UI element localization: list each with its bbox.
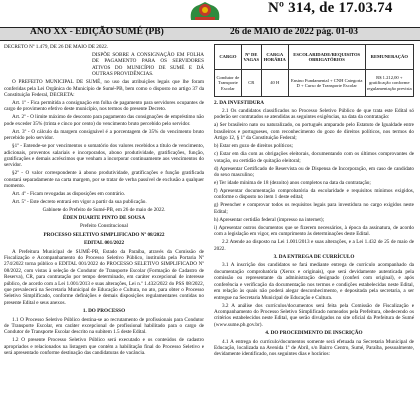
table-cell: R$ 1.212,00 + gratificação conforme regulamentação prevista <box>365 70 413 97</box>
paragraph-3-2: 3.2 A análise dos currículos/documentos será feita pela Comissão de Fiscalização e Acompanhamento do Processo Seletivo Simplificado nomeados pela Prefeitura, obedecendo os critérios estabelecidos neste Edital, que serão divulgados no site oficial da Prefeitura de Sumé (www.sume.pb.gov.br). <box>214 302 414 328</box>
table-header: CARGO <box>215 45 242 70</box>
article-3-paragraph-1: §1º - Entende-se por vencimentos o somatório dos valores recebidos a título de vencimento, adicionais, proventos salariais e incorporados, abono produtividade, gratificações, função, gratificações e demais acréscimos que venham a incorporar continuamente aos vencimentos do servidor. <box>4 143 204 169</box>
table-header: Nº DE VAGAS <box>241 45 261 70</box>
edition-label: ANO XX - EDIÇÃO SUMÉ (PB) <box>30 27 164 37</box>
table-cell: CR <box>241 70 261 97</box>
law-number: Nº 314, de 17.03.74 <box>268 0 393 16</box>
item-f: f) Apresentar documentação comprobatória da escolaridade e requisitos mínimos exigidos, conforme o disposto no item 1 deste edital; <box>214 188 414 201</box>
section-1-heading: 1. DO PROCESSO <box>82 308 126 315</box>
item-a: a) Ser brasileiro nato ou naturalizado, ou português amparado pelo Estatuto de Igualdade entre brasileiros e portugueses, com reconhecimento do gozo de direitos políticos, nos termos do Artigo 12, § 1º da Constituição Federal; <box>214 122 414 142</box>
table-row <box>215 70 414 97</box>
table-header: CARGA HORÁRIA <box>261 45 288 70</box>
edital-subtitle: EDITAL 001/2022 <box>83 240 125 247</box>
paragraph-1-1: 1.1 O Processo Seletivo Público destina-se ao recrutamento de profissionais para Condutor de Transporte Escolar, em caráter excepcional de profissional habilitado para o cargo de Condutor de Transporte Escolar descrito na subitem 1.5 deste Edital. <box>4 316 204 336</box>
edital-title: PROCESSO SELETIVO SIMPLIFICADO Nº 08/2022 <box>43 231 165 238</box>
item-e: e) Ter idade mínima de 18 (dezoito) anos completos na data da contratação; <box>214 180 371 187</box>
table-cell: Ensino Fundamental + CNH Categoria D + Curso de Transporte Escolar <box>288 70 365 97</box>
paragraph-4-1: 4.1 A entrega do currículo/documentos somente será efetuada na Secretaria Municipal de Educação, localizada na Avenida 1º de Abril, s/n Bairro Centro, Sumé, Paraíba, pessoalmente, devidamente identificado, nos seguintes dias e horários: <box>214 338 414 358</box>
decree-preamble: O PREFEITO MUNICIPAL DE SUMÉ, no uso das atribuições legais que lhe foram conferidas pela Lei Orgânica do Município de Sumé-PB, bem como o disposto no artigo 37 da Constituição Federal, DECRETA: <box>4 79 204 99</box>
article-4: Art. 4º - Ficam revogadas as disposições em contrário. <box>12 191 126 198</box>
paragraph-2-2: 2.2 Atende ao disposto na Lei 1.001/2013 e suas alterações, e a Lei 1.432 de 25 de maio de 2022. <box>214 239 414 252</box>
section-2-heading: 2. DA INVESTIDURA <box>214 100 265 106</box>
signer-name: ÉDEN DUARTE PINTO DE SOUSA <box>62 215 146 222</box>
article-3-paragraph-2: §2º - O valor correspondente à abono produtividade, gratificações e função gratificada constará separadamente na carta margem, por se tratar de verba passível de exclusão a qualquer momento. <box>4 170 204 190</box>
section-3-heading: 3. DA ENTREGA DE CURRÍCULO <box>273 254 355 261</box>
item-h: h) Apresentar certidão federal (impresso na internet); <box>214 216 325 223</box>
table-cell: Condutor de Transporte Escolar <box>215 70 242 97</box>
vacancy-table <box>214 44 414 97</box>
item-g: g) Preencher e comprovar todos os requisitos legais para investidura no cargo exigidos neste Edital; <box>214 202 414 215</box>
decree-summary: DISPÕE SOBRE A CONSIGNAÇÃO EM FOLHA DE PAGAMENTO PARA OS SERVIDORES ATIVOS DO MUNICÍPIO DE SUMÉ E DÁ OUTRAS PROVIDÊNCIAS. <box>92 52 204 78</box>
paragraph-2-1: 2.1 Os candidatos classificados no Processo Seletivo Público de que trata este Edital só poderão ser contratados se atendidas as seguintes exigências, na data da contratação: <box>214 108 414 121</box>
table-header: ESCOLARIDADE/REQUISITOS OBRIGATÓRIOS <box>288 45 365 70</box>
item-c: c) Estar em dia com as obrigações eleitorais, documentando com os últimos comprovantes de votação, ou certidão de quitação eleitoral; <box>214 151 414 164</box>
paragraph-3-1: 3.1 A inscrição dos candidatos se fará mediante entrega de currículo acompanhado da documentação comprobatória (Xerox e originais), que será devidamente autenticada pela comissão ou representante da administração designado (conferi com original), e após conferência e verificação da documentação nos termos e condições estabelecidas neste Edital, em relação às quais não poderá alegar desconhecimento, e depositada pela secretaria, a ser entregue na Secretaria Municipal de Educação e Cultura. <box>214 262 414 301</box>
item-d: d) Apresentar Certificado de Reservista ou de Dispensa de Incorporação, em caso de candidato do sexo masculino; <box>214 165 414 179</box>
table-header-row <box>215 45 414 70</box>
edition-bar <box>0 27 420 41</box>
signer-role: Prefeito Constitucional <box>80 223 128 230</box>
decree-line: DECRETO Nº 1.479, DE 26 DE MAIO DE 2022. <box>4 44 108 50</box>
item-i: i) Apresentar outros documentos que se fizerem necessários, à época da assinatura, de acordo com a legislação em vigor, em cumprimento às determinações deste Edital. <box>214 224 414 238</box>
table-header: REMUNERAÇÃO <box>365 45 413 70</box>
edital-intro: A Prefeitura Municipal de SUMÉ-PB, Estado da Paraíba, através da Comissão de Fiscalização e Acompanhamento do Processo Seletivo Público, instituída pela Portaria Nº 274/2022 torna público o EDITAL 001/2022 do PROCESSO SELETIVO SIMPLIFICADO Nº 08/2022, com vistas à seleção de Condutor de Transporte Escolar (Formação de Cadastro de Reserva), CR, para contratação por tempo determinado, em caráter excepcional de interesse público, de acordo com a Lei 1.001/2013 e suas alterações, Lei n.º 1.432/2022 do PSS 08/2022, que prevalecerá na Secretaria Municipal de Educação e Cultura, no ato, para obter o Processo Seletivo Simplificado, conforme definições e demais disposições regulamentares contidas no presente Edital e seus anexos. <box>4 248 204 306</box>
left-column <box>4 44 204 358</box>
article-3: Art. 3º - O cálculo da margem consignável é a porcentagem de 35% do vencimento bruto percebido pelo servidor. <box>4 128 204 142</box>
item-b: b) Estar em gozo de direitos políticos; <box>214 143 293 150</box>
masthead <box>0 0 420 27</box>
article-2: Art. 2º - O limite máximo de desconto para pagamento das consignações de empréstimo não pode exceder 35% (trinta e cinco por cento) do vencimento bruto percebido pelo servidor. <box>4 114 204 127</box>
municipal-logo-icon <box>185 0 225 22</box>
section-4-heading: 4. DO PROCEDIMENTO DE INSCRIÇÃO <box>265 330 363 337</box>
edition-date: 26 de MAIO de 2022 pág. 01-03 <box>230 27 358 37</box>
paragraph-1-2: 1.2 O presente Processo Seletivo Público será executado e os conteúdos de cadastro apropriados e relacionados na listagem que contém a habilitação final do Processo Seletivo e será apresentado conforme destinação das candidaturas de vacância. <box>4 337 204 357</box>
right-column <box>214 44 414 359</box>
article-1: Art. 1º - Fica permitida a consignação em folha de pagamento para servidores ocupantes de cargo de provimento efetivo deste município, nos termos do presente Decreto. <box>4 100 204 113</box>
article-5: Art. 5º - Este decreto entrará em vigor a partir da sua publicação. <box>12 199 147 206</box>
table-cell: 40 H <box>261 70 288 97</box>
place-date: Gabinete do Prefeito de Sumé-PB, em 26 de maio de 2022. <box>42 207 166 214</box>
